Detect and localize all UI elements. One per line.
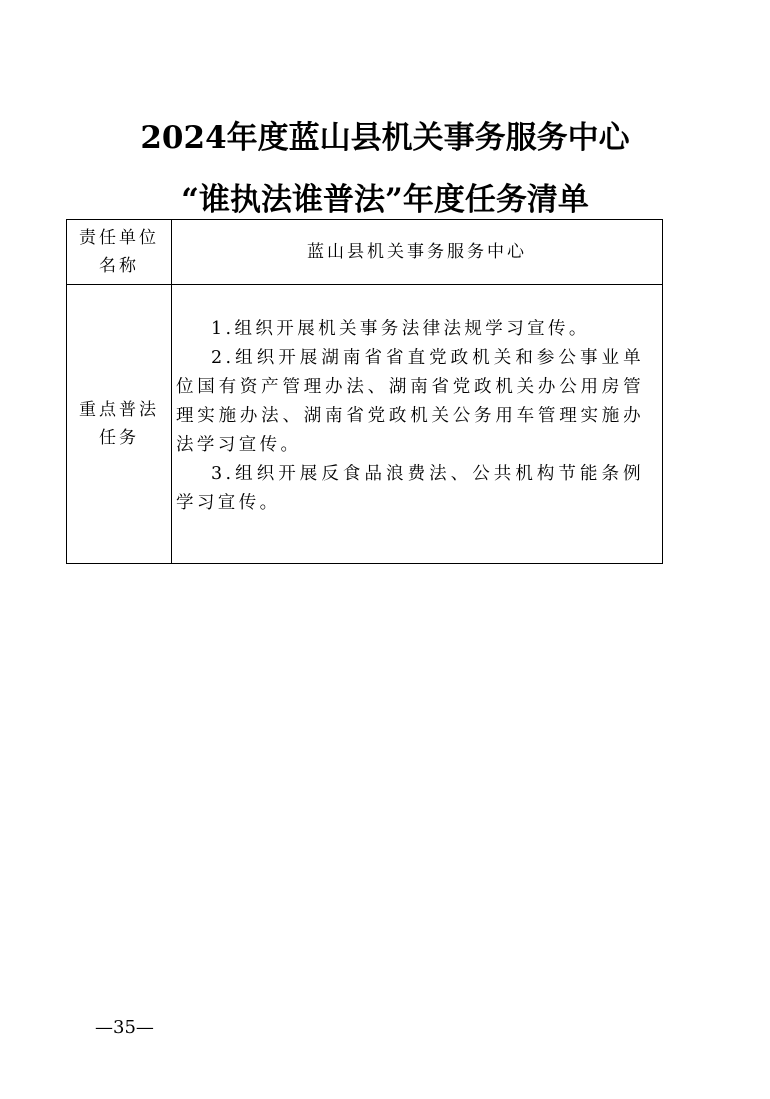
page-number: —35— [95,1017,154,1038]
task-item-1: 1.组织开展机关事务法律法规学习宣传。 [211,319,590,339]
key-tasks-content-cell [172,285,663,564]
key-tasks-label-line-2: 任务 [99,428,139,448]
document-title-line-1: 2024年度蓝山县机关事务服务中心 [140,120,630,156]
key-tasks-label-cell [67,285,172,564]
table-row-responsible-unit [67,220,663,285]
responsible-unit-value: 蓝山县机关事务服务中心 [172,220,663,285]
task-item-3: 3.组织开展反食品浪费法、公共机构节能条例学习宣传。 [176,464,644,513]
task-item-2: 2.组织开展湖南省省直党政机关和参公事业单位国有资产管理办法、湖南省党政机关办公用房管理实施办法、湖南省党政机关公务用车管理实施办法学习宣传。 [176,348,644,455]
task-table [66,219,663,564]
responsible-unit-label-line-1: 责任单位 [79,228,159,248]
table-row-key-tasks [67,285,663,564]
key-tasks-label-line-1: 重点普法 [79,400,159,420]
responsible-unit-label-line-2: 名称 [99,256,139,276]
responsible-unit-label-cell [67,220,172,285]
document-title-line-2: “谁执法谁普法”年度任务清单 [181,182,589,218]
